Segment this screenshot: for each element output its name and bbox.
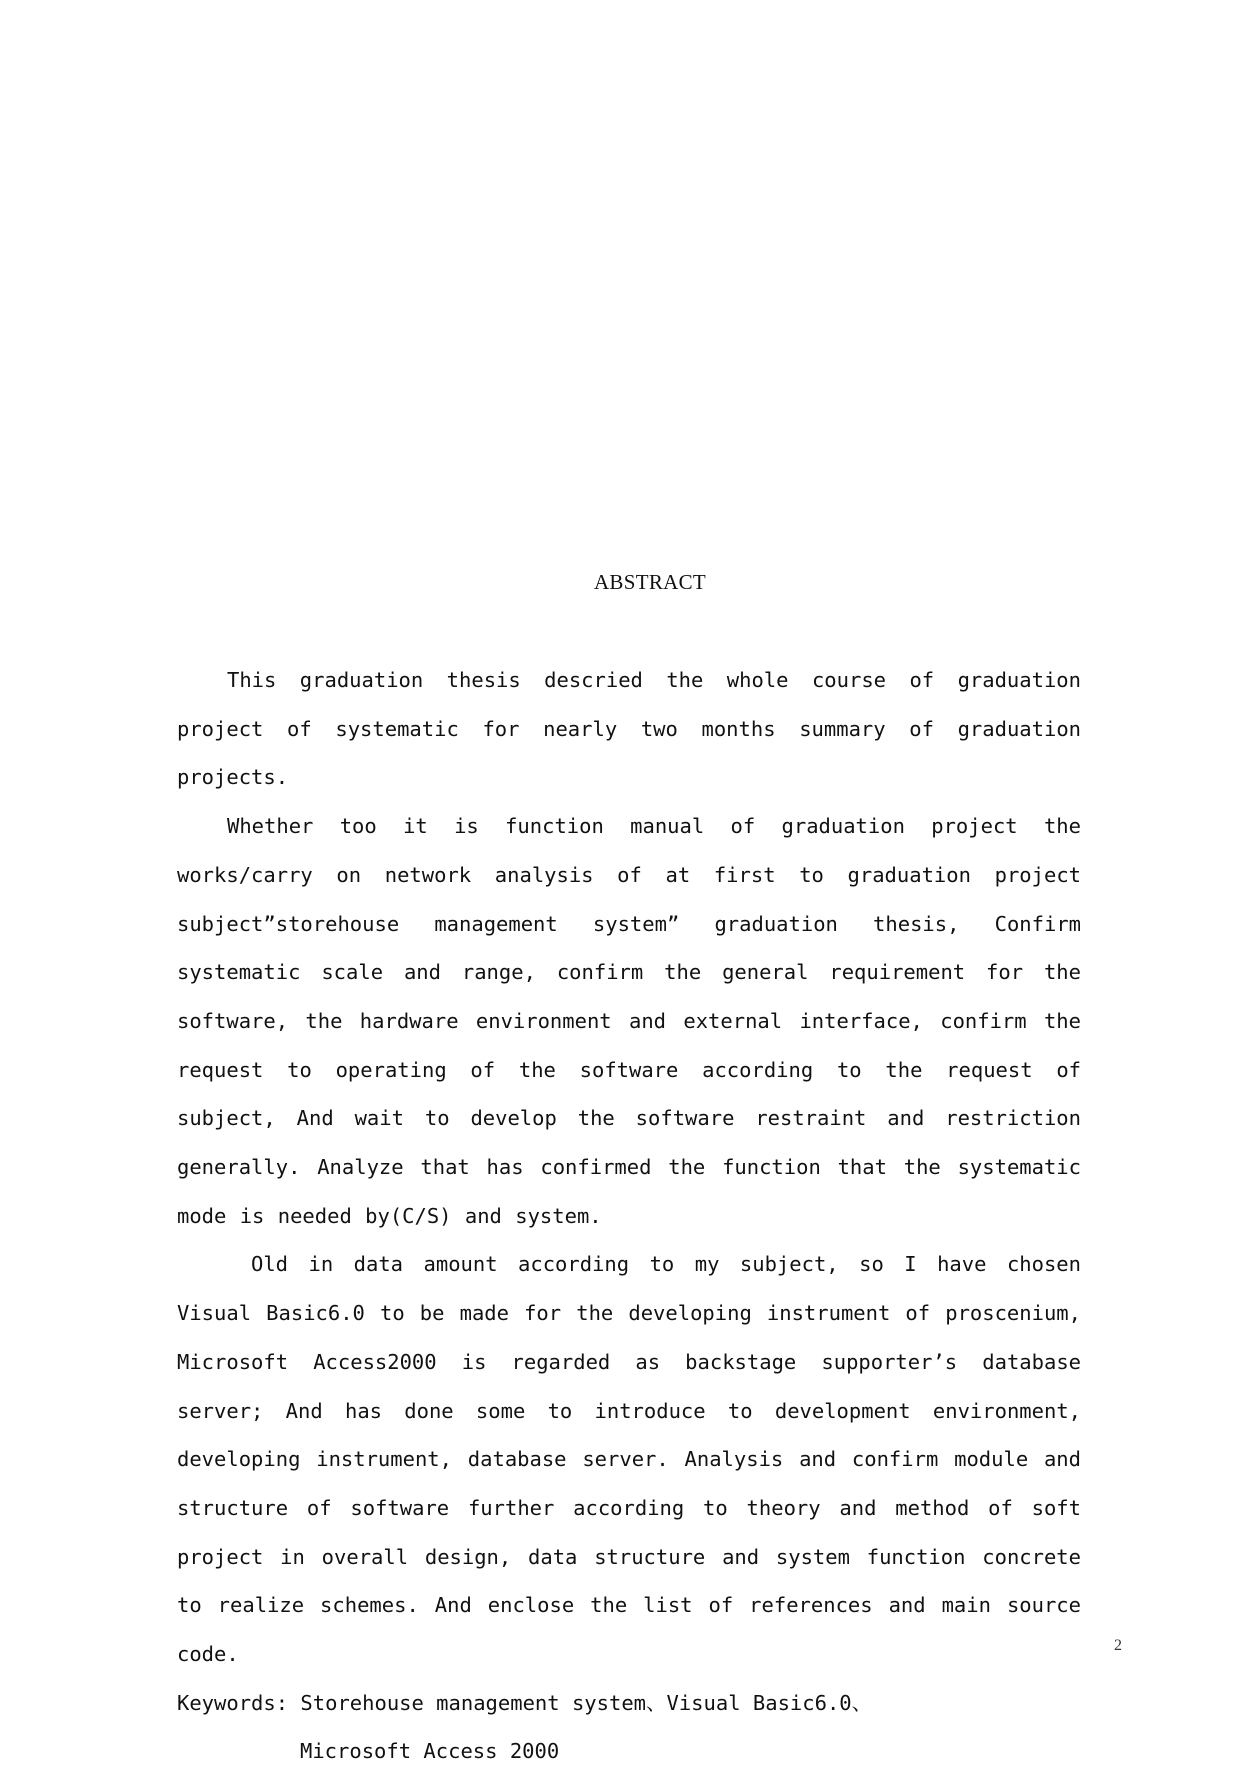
keywords-continuation: Microsoft Access 2000 <box>300 1739 560 1764</box>
abstract-paragraph-1: This graduation thesis descried the whole course of graduation project of systematic for nearly two months summary of graduation projects. <box>177 668 1081 790</box>
abstract-paragraph-2: Whether too it is function manual of graduation project the works/carry on network analysis of at first to graduation project subject”storehouse management system” graduation thesis, Confirm systematic scale and range, confirm the general requirement for the software, the hardware environment and external interface, confirm the request to operating of the software according to the request of subject, And wait to develop the software restraint and restriction generally. Analyze that has confirmed the function that the systematic mode is needed by(C/S) and system. <box>177 814 1081 1228</box>
abstract-body <box>177 656 1081 1776</box>
abstract-paragraph-3: Old in data amount according to my subject, so I have chosen Visual Basic6.0 to be made for the developing instrument of proscenium, Microsoft Access2000 is regarded as backstage supporter’s database server; And has done some to introduce to development environment, developing instrument, database server. Analysis and confirm module and structure of software further according to theory and method of soft project in overall design, data structure and system function concrete to realize schemes. And enclose the list of references and main source code. <box>177 1252 1081 1667</box>
page-number: 2 <box>1114 1637 1122 1654</box>
abstract-title: ABSTRACT <box>593 570 707 594</box>
keywords-line: Keywords: Storehouse management system、Visual Basic6.0、 <box>177 1690 873 1715</box>
